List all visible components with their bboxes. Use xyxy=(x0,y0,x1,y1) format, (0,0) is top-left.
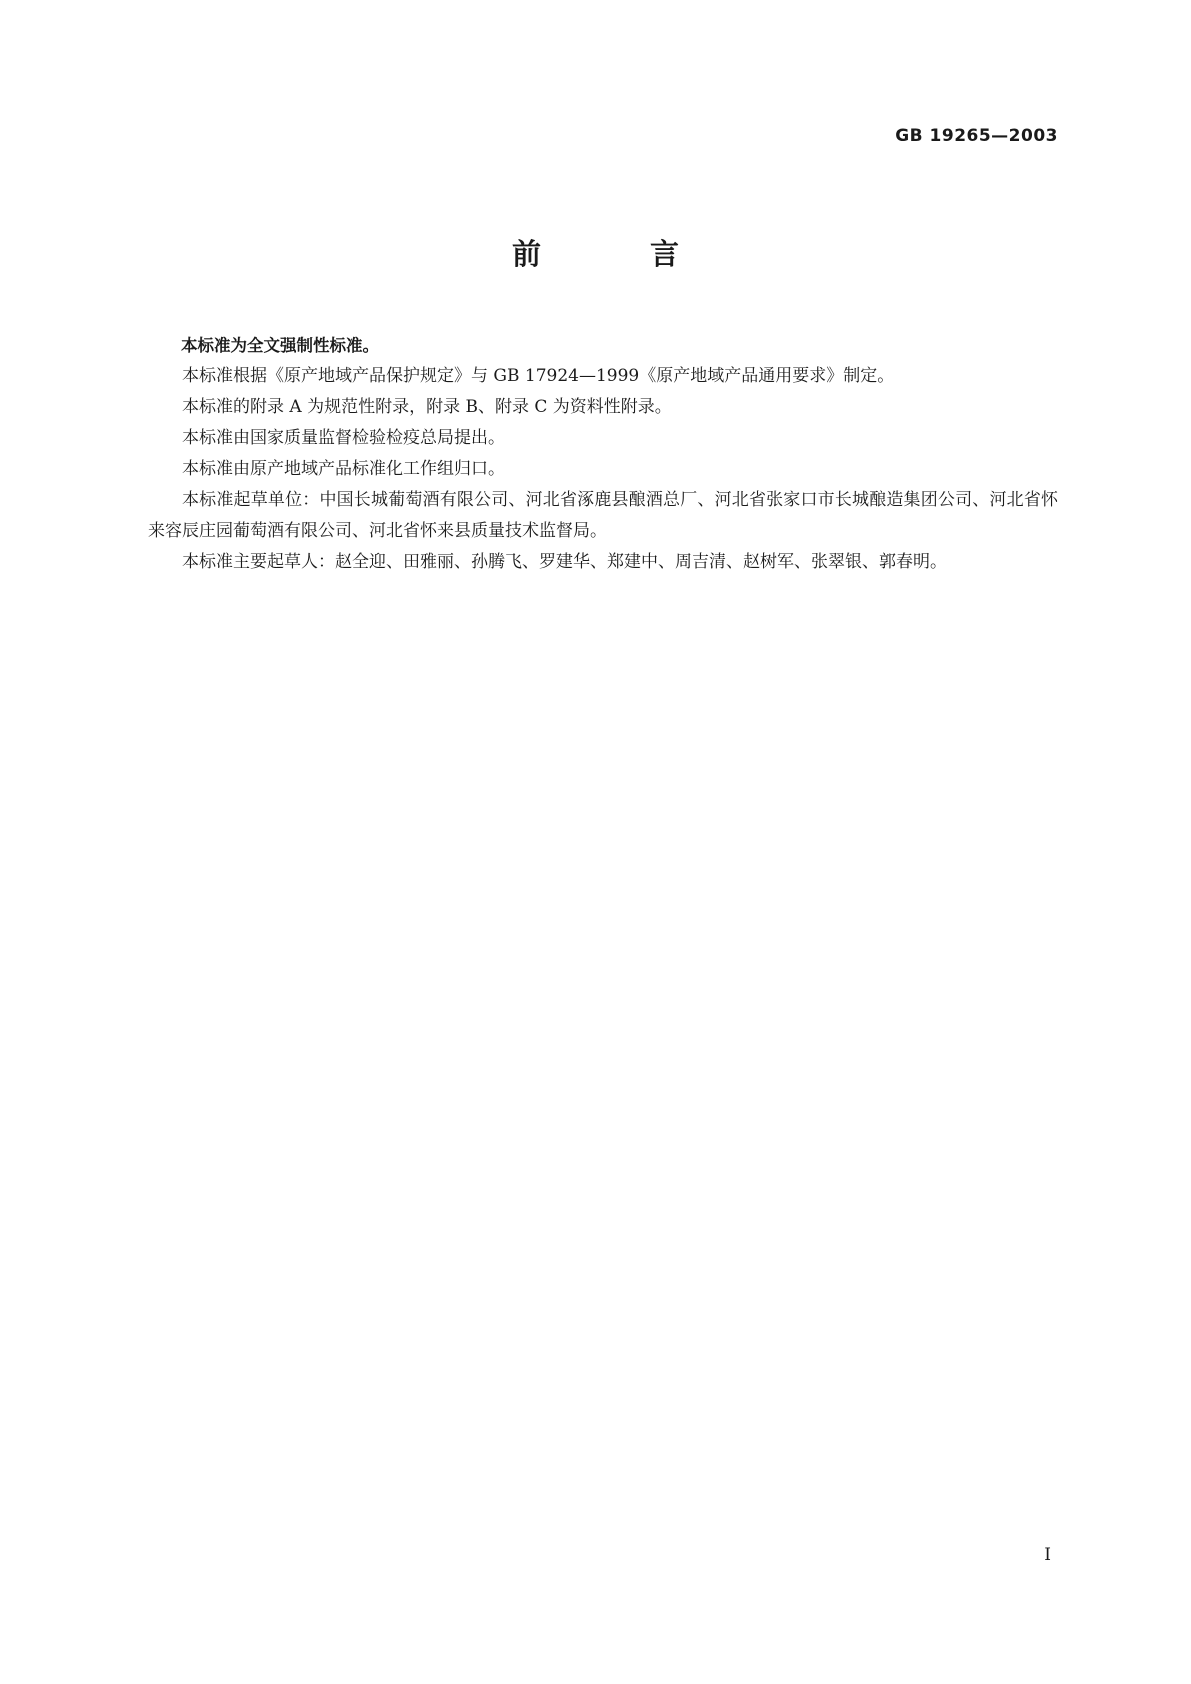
page-number: I xyxy=(1044,1545,1051,1565)
paragraph-main-drafters: 本标准主要起草人：赵全迎、田雅丽、孙腾飞、罗建华、郑建中、周吉清、赵树军、张翠银、郭春明。 xyxy=(182,552,947,572)
paragraph-basis: 本标准根据《原产地域产品保护规定》与 GB 17924—1999《原产地域产品通用要求》制定。 xyxy=(182,366,895,386)
paragraph-proposed-by: 本标准由国家质量监督检验检疫总局提出。 xyxy=(182,428,505,448)
paragraph-under-jurisdiction: 本标准由原产地域产品标准化工作组归口。 xyxy=(182,459,505,479)
standard-number: GB 19265—2003 xyxy=(895,126,1058,146)
page-title: 前 言 xyxy=(511,237,719,271)
foreword-body xyxy=(148,330,1058,578)
paragraph-drafting-units: 本标准起草单位：中国长城葡萄酒有限公司、河北省涿鹿县酿酒总厂、河北省张家口市长城酿造集团公司、河北省怀来容辰庄园葡萄酒有限公司、河北省怀来县质量技术监督局。 xyxy=(148,490,1058,541)
paragraph-annexes: 本标准的附录 A 为规范性附录，附录 B、附录 C 为资料性附录。 xyxy=(182,397,672,417)
paragraph-mandatory-statement: 本标准为全文强制性标准。 xyxy=(181,336,379,355)
